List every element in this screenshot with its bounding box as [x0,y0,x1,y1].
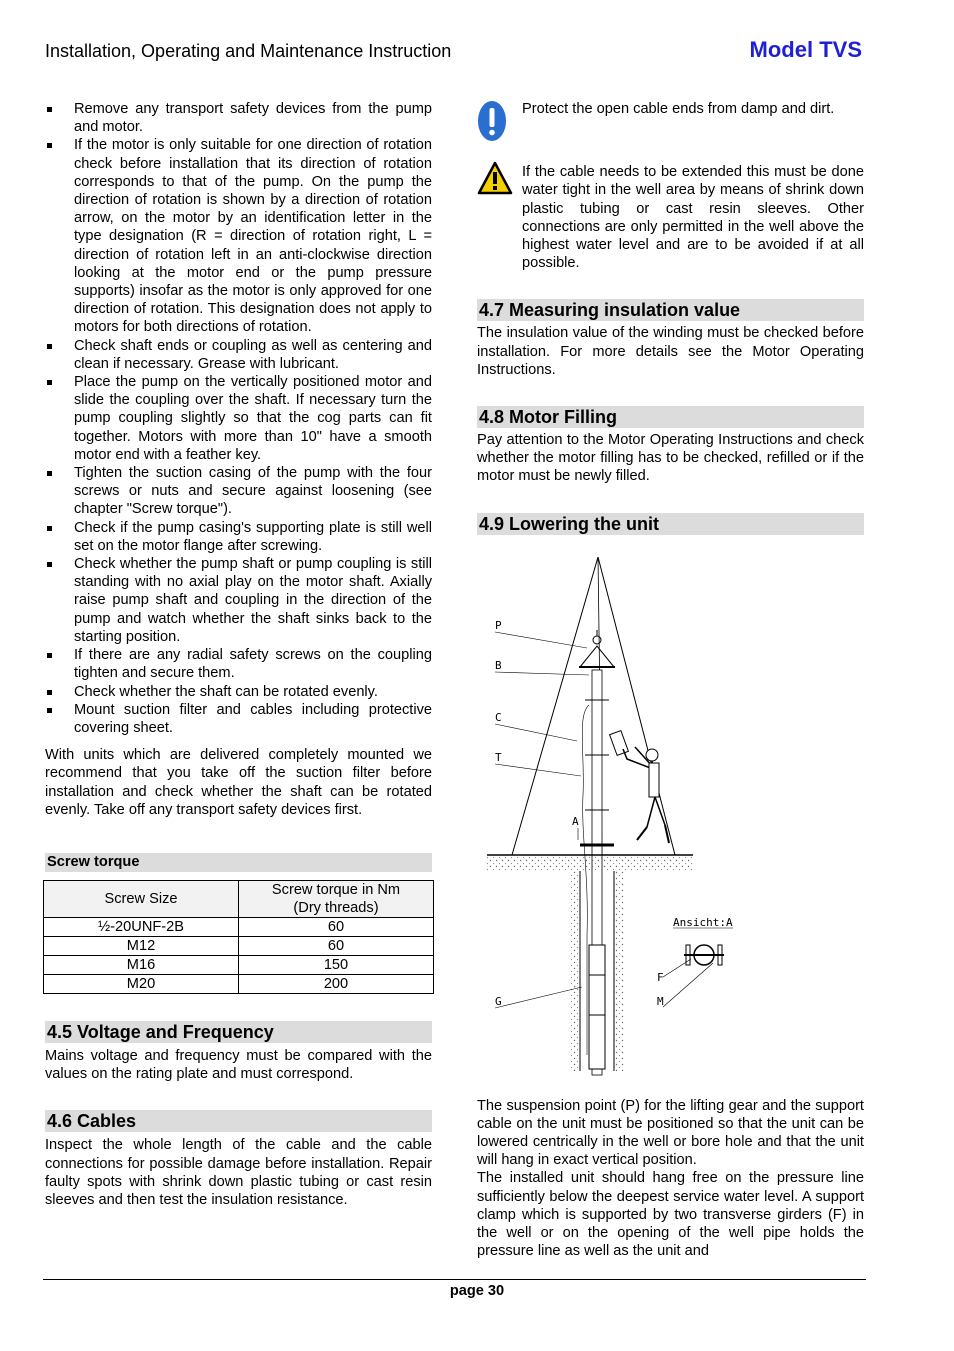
warning-icon [477,163,522,200]
table-cell: 200 [239,974,434,993]
info-note [477,100,864,147]
page-number: page 30 [449,1283,505,1299]
section-heading-4-7: 4.7 Measuring insulation value [477,299,864,321]
left-column [45,100,432,1209]
right-column [477,100,864,1260]
list-item: Check whether the pump shaft or pump coupling is still standing with no axial play on the motor shaft. Axially raise pump shaft and coupling in the direction of the pump and watch whether the shaft sinks back to the starting position. [45,555,432,646]
model-title: Model TVS [749,37,862,62]
table-row [44,955,434,974]
list-item: Tighten the suction casing of the pump with the four screws or nuts and secure against loosening (see chapter "Screw torque"). [45,464,432,519]
figure-label-p: P [495,618,502,632]
list-item: Remove any transport safety devices from the pump and motor. [45,100,432,136]
figure-label-c: C [495,710,502,724]
screw-torque-table [43,880,434,994]
list-item: If the motor is only suitable for one direction of rotation check before installation that its direction of rotation corresponds to that of the pump. On the pump the direction of rotation is shown by a direction of rotation arrow, on the motor by an identification letter in the type designation (R = direction of rotation right, L = direction of rotation left in an anti-clockwise direction looking at the motor end or the pump pressure supports) insofar as the motor is only approved for one direction of rotation. This designation does not apply to motors for both directions of rotation. [45,136,432,336]
table-header-cell [239,880,434,917]
section-text-4-9-part-2: The installed unit should hang free on the pressure line sufficiently below the deepest service water level. A support clamp which is supported by two transverse girders (F) in the well or on the opening of the well pipe holds the pressure line as well as the unit and [477,1170,864,1260]
list-item: Check shaft ends or coupling as well as centering and clean if necessary. Grease with lubricant. [45,337,432,373]
section-text-4-9-part-1: The suspension point (P) for the lifting gear and the support cable on the unit must be positioned so that the unit can be lowered centrically in the well or bore hole and that the unit will hang in exact vertical position. [477,1097,864,1169]
header-text: (Dry threads) [293,899,379,916]
section-text-4-5: Mains voltage and frequency must be compared with the values on the rating plate and must correspond. [45,1047,432,1083]
footer-divider [43,1279,866,1280]
table-header-row [44,880,434,917]
figure-label-g: G [495,994,502,1008]
list-item: If there are any radial safety screws on the coupling tighten and secure them. [45,646,432,682]
screw-torque-heading: Screw torque [45,853,432,872]
table-row [44,917,434,936]
figure-label-m: M [657,994,664,1008]
document-header-title: Installation, Operating and Maintenance Instruction [45,41,452,61]
installation-checklist [45,100,432,737]
table-cell: M20 [44,974,239,993]
section-text-4-8: Pay attention to the Motor Operating Instructions and check whether the motor filling has to be checked, refilled or if the motor must be newly filled. [477,432,864,485]
mounted-units-paragraph: With units which are delivered completely mounted we recommend that you take off the suction filter before installation and check whether the shaft can be rotated evenly. Take off any transport safety devices first. [45,747,432,818]
figure-label-a: A [572,814,579,828]
section-text-4-7: The insulation value of the winding must be checked before installation. For more details see the Motor Operating Instructions. [477,325,864,378]
warning-note [477,163,864,272]
section-heading-4-8: 4.8 Motor Filling [477,406,864,428]
lowering-figure [477,535,864,1097]
table-cell: M16 [44,955,239,974]
section-heading-4-6: 4.6 Cables [45,1110,432,1132]
list-item: Place the pump on the vertically positioned motor and slide the coupling over the shaft. If necessary turn the pump coupling slightly so that the cog parts can fit together. Motors with more than 10" have a smooth motor end with a feather key. [45,373,432,464]
list-item: Mount suction filter and cables including protective covering sheet. [45,701,432,737]
figure-label-t: T [495,750,502,764]
table-cell: M12 [44,936,239,955]
info-note-text: Protect the open cable ends from damp and dirt. [522,101,835,117]
table-row [44,974,434,993]
figure-label-b: B [495,658,502,672]
lowering-diagram [477,535,867,1097]
header-text: Screw torque in Nm [271,881,401,898]
list-item: Check whether the shaft can be rotated evenly. [45,683,432,701]
table-cell: ½-20UNF-2B [44,917,239,936]
info-icon [477,100,522,147]
section-heading-4-5: 4.5 Voltage and Frequency [45,1021,432,1043]
warning-note-text: If the cable needs to be extended this must be done water tight in the well area by means of shrink down plastic tubing or cast resin sleeves. Other connections are only permitted in the well above the highest water level and are to be avoided if at all possible. [522,164,864,272]
section-heading-4-9: 4.9 Lowering the unit [477,513,864,535]
section-text-4-6: Inspect the whole length of the cable and the cable connections for possible damage before installation. Repair faulty spots with shrink down plastic tubing or cast resin sleeves and then test the insulation resistance. [45,1137,432,1208]
table-row [44,936,434,955]
figure-label-f: F [657,970,664,984]
table-cell: 150 [239,955,434,974]
table-cell: 60 [239,917,434,936]
table-header-cell: Screw Size [44,880,239,917]
figure-label-view-a: Ansicht:A [673,915,733,929]
table-cell: 60 [239,936,434,955]
list-item: Check if the pump casing's supporting plate is still well set on the motor flange after screwing. [45,519,432,555]
